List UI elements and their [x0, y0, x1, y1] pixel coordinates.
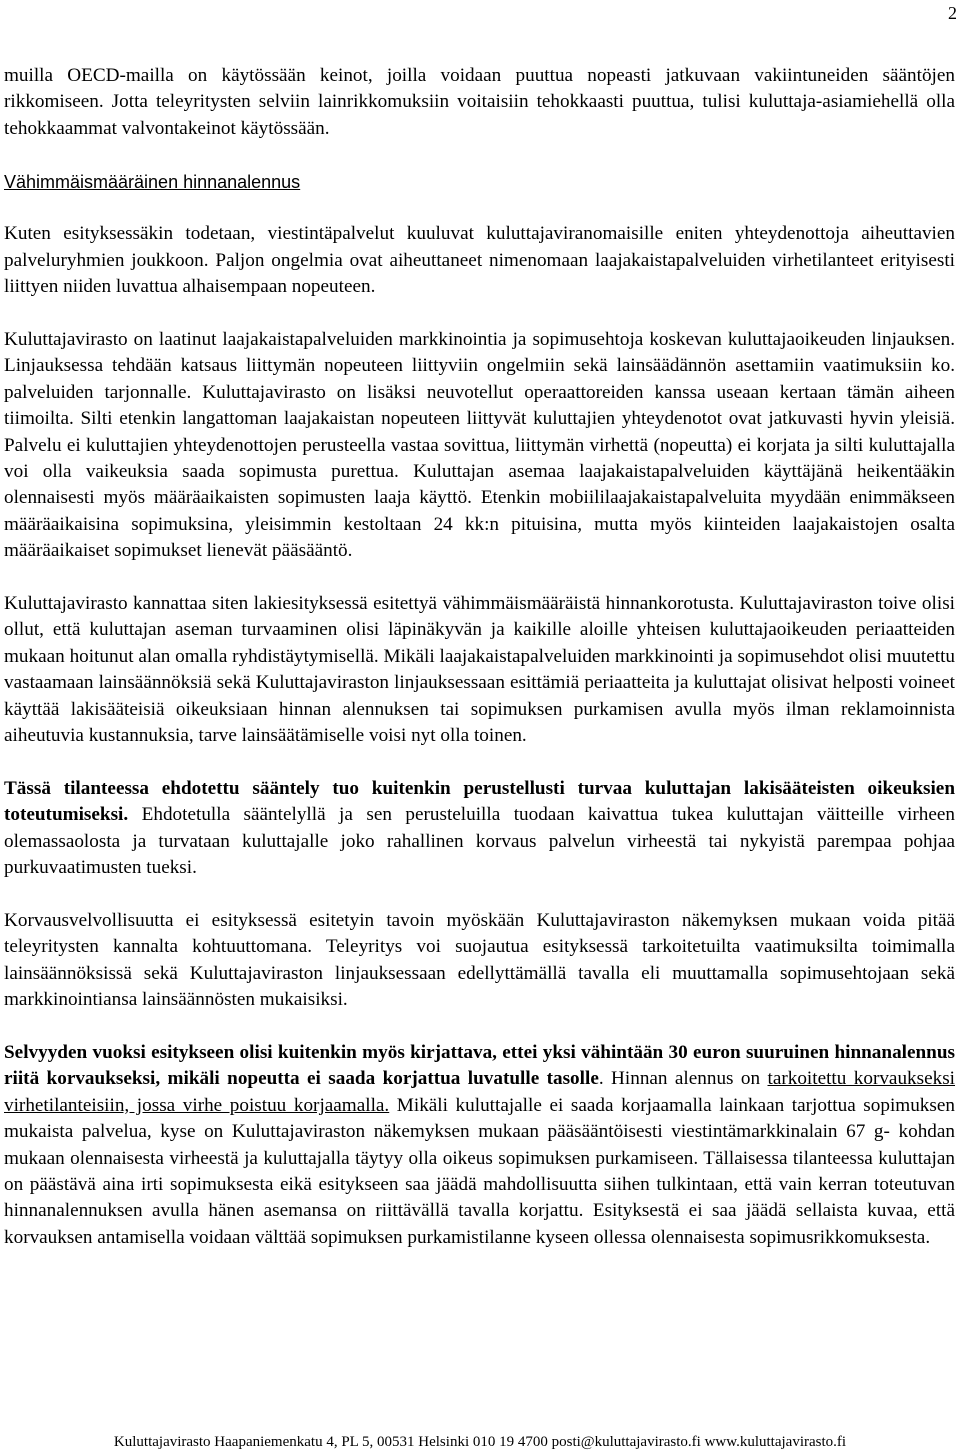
- paragraph-clarity-requirement: [4, 1040, 955, 1251]
- section-heading: Vähimmäismääräinen hinnanalennus: [4, 171, 301, 192]
- paragraph-support-statement: Kuluttajavirasto kannattaa siten lakiesityksessä esitettyä vähimmäismääräistä hinnankorotusta. Kuluttajaviraston toive olisi ollut, että kuluttajan aseman turvaaminen olisi läpinäkyvän ja kaikille aloille yhteisen kuluttajaoikeuden periaatteiden mukaan hoitunut alan omalla ryhdistäytymisellä. Mikäli laajakaistapalveluiden markkinointi ja sopimusehdot olisi muutettu vastaamaan lainsäännöksiä sekä Kuluttajaviraston linjauksessaan esittämiä periaatteita ja kuluttajat olisivat helposti voineet käyttää lakisääteisiä oikeuksiaan hinnan alennuksen tai sopimuksen purkamisen avulla myös ilman reklamoinnista aiheutuvia kustannuksia, tarve lainsäätämiselle voisi nyt olla toinen.: [4, 593, 955, 747]
- page-number: 2: [948, 3, 957, 23]
- paragraph-text: Mikäli kuluttajalle ei saada korjaamalla lainkaan tarjottua sopimuksen mukaista palvelua, kyse on Kuluttajaviraston näkemyksen mukaan pääsääntöisesti viestintämarkkinalain 67 g- kohdan mukaan olennaisesta virheestä ja kuluttajalla täytyy olla oikeus sopimuksen purkamiseen. Tällaisessa tilanteessa kuluttajan on päästävä aina irti sopimuksesta eikä esitykseen saa jäädä mahdollisuutta siihen tulkintaan, että vain kerran toteutuvan hinnanalennuksen avulla hänen asemansa on riittävällä tavalla korjattu. Esityksestä ei saa jäädä sellaista kuvaa, että korvauksen antamisella voidaan välttää sopimuksen purkamistilanne kyseen ollessa olennaisesta sopimusrikkomuksesta.: [4, 1094, 955, 1248]
- bold-statement: Tässä tilanteessa ehdotettu sääntely tuo kuitenkin perustellusti turvaa kuluttajan lakisääteisten oikeuksien toteutumiseksi.: [4, 777, 955, 826]
- paragraph-regulation-benefit: [4, 776, 955, 882]
- paragraph-intro: muilla OECD-mailla on käytössään keinot, joilla voidaan puuttua nopeasti jatkuvaan vakiintuneiden sääntöjen rikkomiseen. Jotta teleyritysten selviin lainrikkomuksiin voitaisiin tehokkaasti puuttua, tulisi kuluttaja-asiamiehellä olla tehokkaammat valvontakeinot käytössään.: [4, 65, 955, 139]
- underlined-text: tarkoitettu korvaukseksi virhetilanteisiin, jossa virhe poistuu korjaamalla.: [4, 1068, 956, 1116]
- bold-requirement: Selvyyden vuoksi esitykseen olisi kuitenkin myös kirjattava, ettei yksi vähintään 30 euron suuruinen hinnanalennus riitä korvaukseksi, mikäli nopeutta ei saada korjattua luvatulle tasolle: [4, 1041, 955, 1090]
- paragraph-text: Hinnan alennus on: [603, 1068, 768, 1090]
- paragraph-text: Ehdotetulla sääntelyllä ja sen perusteluilla tuodaan kaivattua tukea kuluttajan väitteille virheen olemassaolosta ja turvataan kuluttajalle joko rahallinen korvaus palvelun virheestä tai nykyistä parempaa pohjaa purkuvaatimusten tueksi.: [4, 804, 955, 879]
- document-body: [4, 63, 955, 1251]
- paragraph-liability: Korvausvelvollisuutta ei esityksessä esitetyin tavoin myöskään Kuluttajaviraston näkemyksen mukaan voida pitää teleyritysten kannalta kohtuuttomana. Teleyritys voi suojautua esityksessä tarkoitetuilta vaatimuksilta toimimalla lainsäännöksissä sekä Kuluttajaviraston linjauksessaan edellyttämällä tavalla eli muuttamalla sopimusehtojaan sekä markkinointiansa lainsäännösten mukaisiksi.: [4, 909, 955, 1011]
- page-footer: Kuluttajavirasto Haapaniemenkatu 4, PL 5, 00531 Helsinki 010 19 4700 posti@kuluttajavirasto.fi www.kuluttajavirasto.fi: [113, 1434, 847, 1450]
- paragraph-service-complaints: Kuten esityksessäkin todetaan, viestintäpalvelut kuuluvat kuluttajaviranomaisille eniten yhteydenottoja aiheuttavien palveluryhmien joukkoon. Paljon ongelmia ovat aiheuttaneet nimenomaan laajakaistapalveluiden virhetilanteet erityisesti liittyen niiden luvattua alhaisempaan nopeuteen.: [4, 223, 955, 298]
- sentence-end: .: [598, 1068, 604, 1090]
- paragraph-consumer-guidelines: Kuluttajavirasto on laatinut laajakaistapalveluiden markkinointia ja sopimusehtoja koskevan kuluttajaoikeuden linjauksen. Linjauksessa tehdään katsaus liittymän nopeuteen liittyviin ongelmiin sekä lainsäädännön asettamiin vaatimuksiin ko. palveluiden tarjonnalle. Kuluttajavirasto on lisäksi neuvotellut operaattoreiden kanssa useaan kertaan tämän aiheen tiimoilta. Silti etenkin langattoman laajakaistan nopeuteen liittyvät kuluttajien yhteydenotot ovat jatkuvasti hyvin yleisiä. Palvelu ei kuluttajien yhteydenottojen perusteella vastaa sovittua, liittymän virhettä (nopeutta) ei korjata ja silti kuluttajalla voi olla vaikeuksia saada sopimusta purettua. Kuluttajan asemaa laajakaistapalveluiden käyttäjänä heikentääkin olennaisesti myös määräaikaisten sopimusten laaja käyttö. Etenkin mobiililaajakaistapalveluita myydään enimmäkseen määräaikaisina sopimuksina, yleisimmin kestoltaan 24 kk:n pituisina, mutta myös kiinteiden laajakaistojen osalta määräaikaiset sopimukset lienevät pääsääntö.: [4, 329, 955, 562]
